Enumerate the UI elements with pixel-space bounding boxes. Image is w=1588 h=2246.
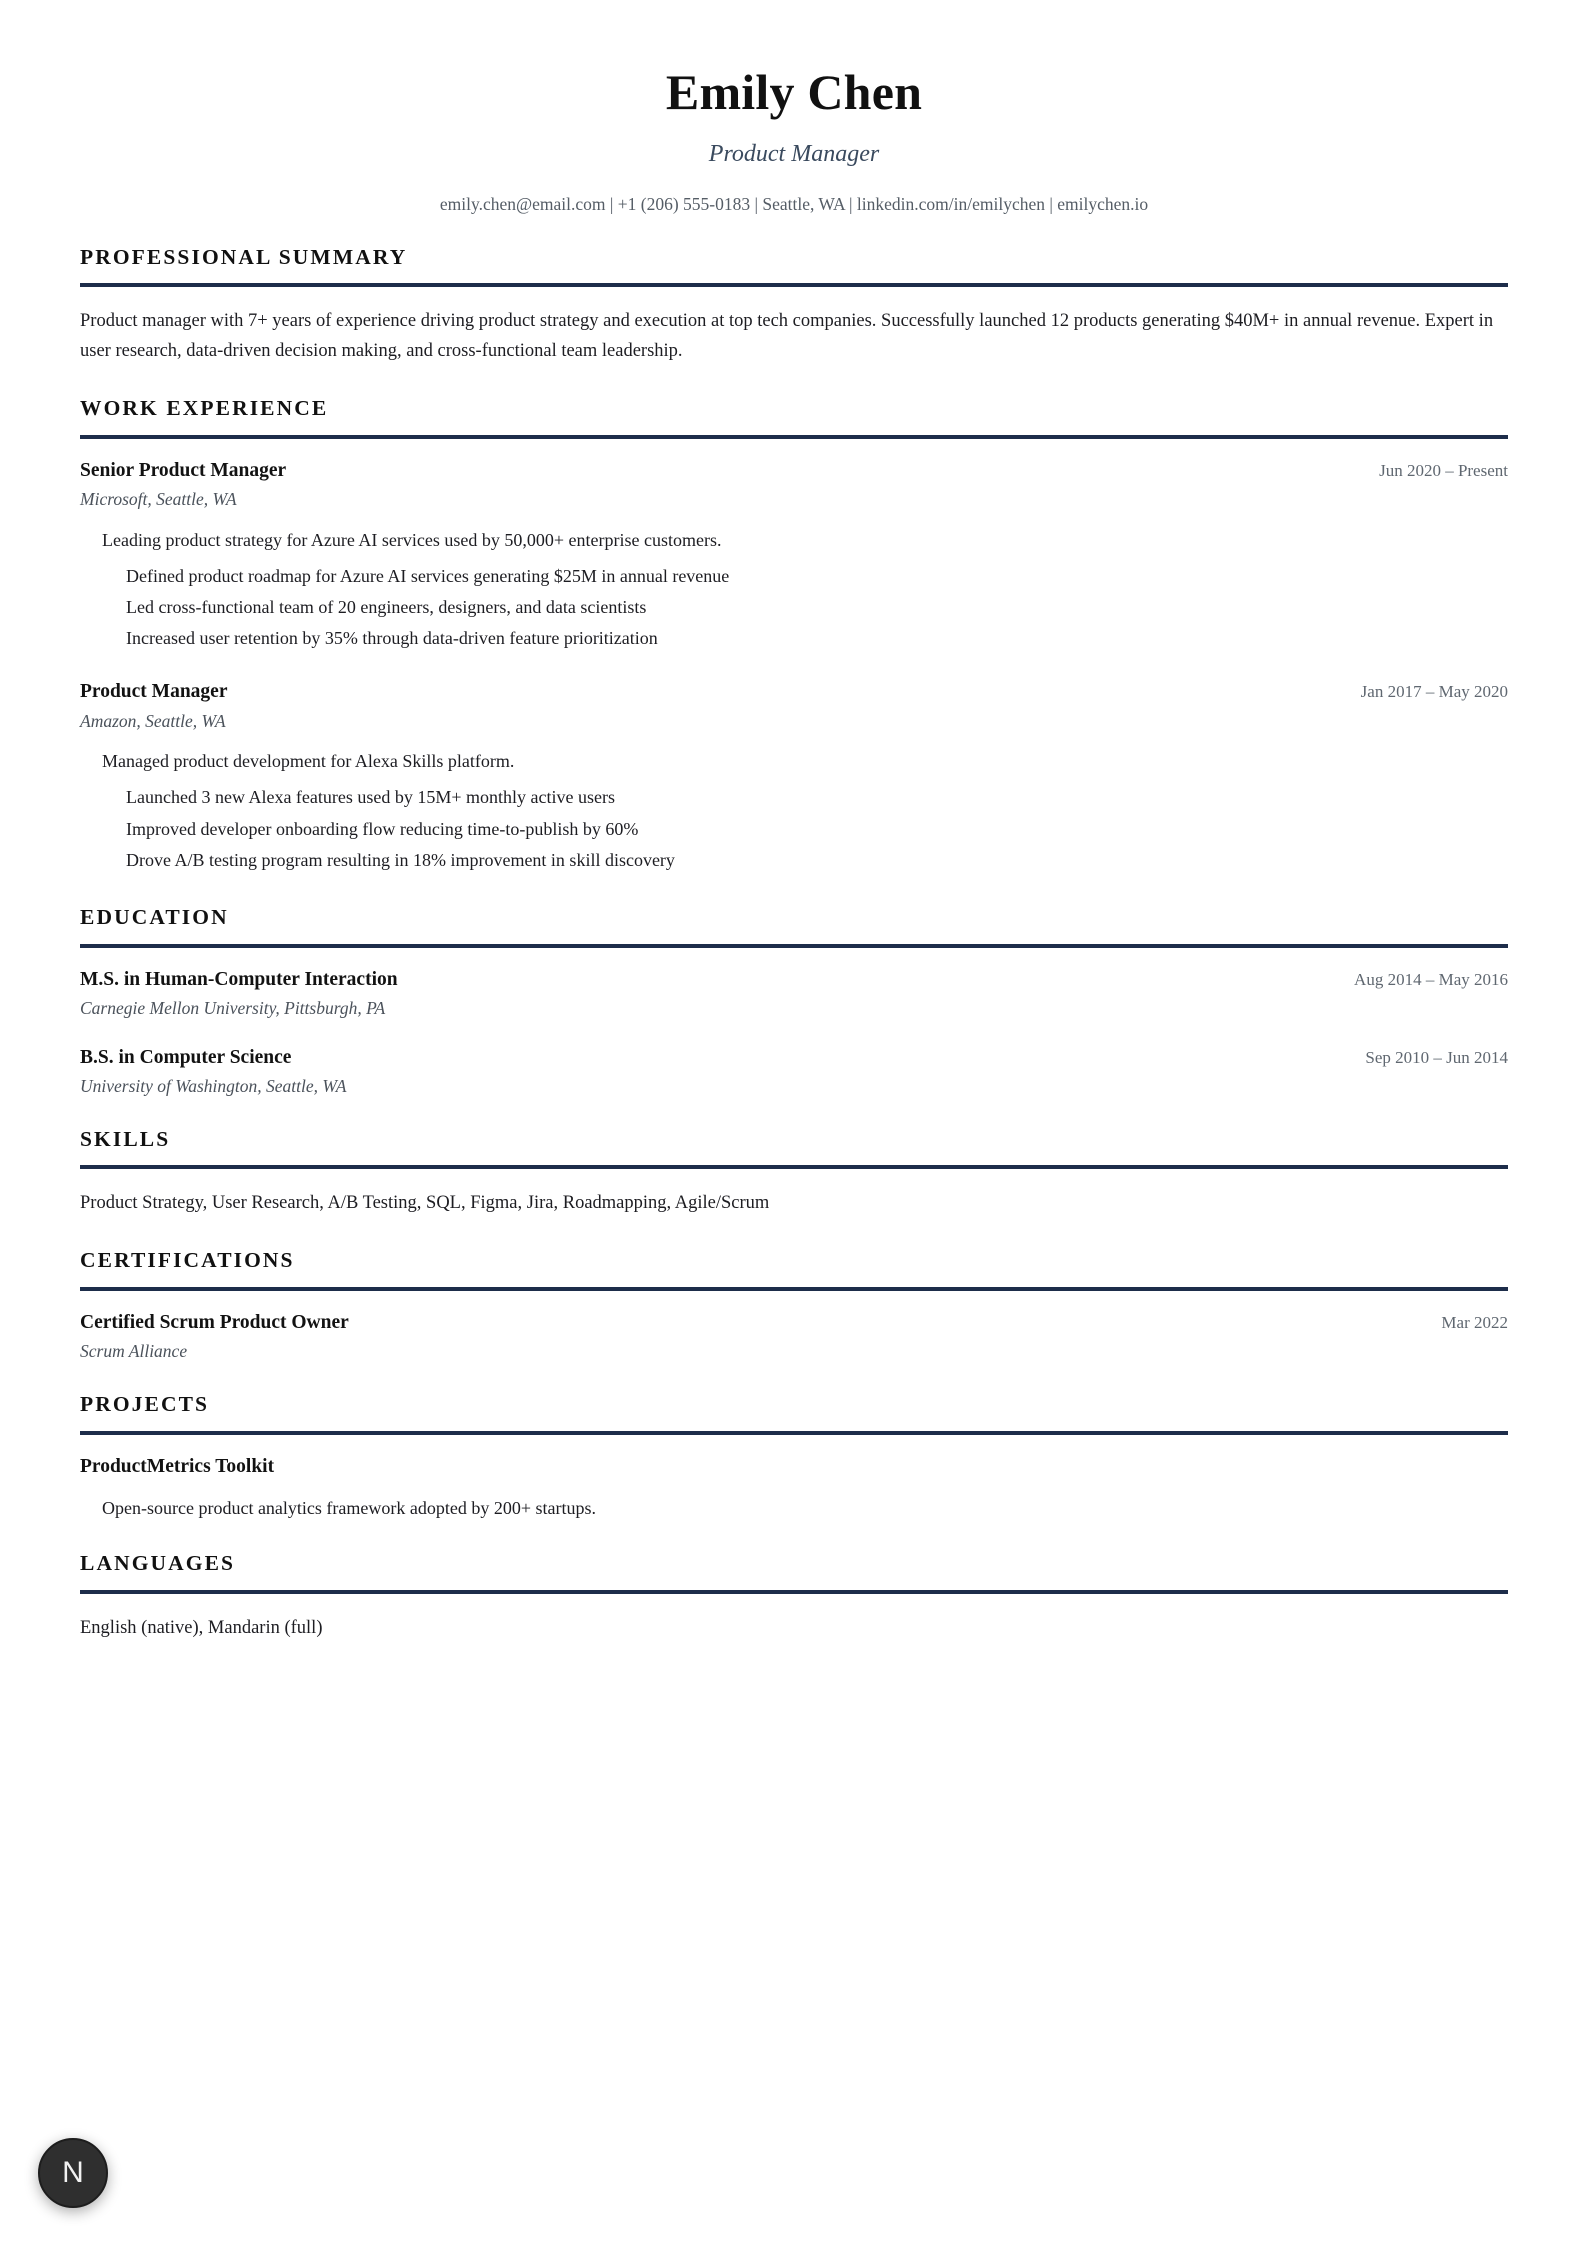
section-professional-summary — [80, 246, 1508, 368]
entry-header-line — [80, 459, 1508, 483]
section-certifications — [80, 1249, 1508, 1363]
section-heading: EDUCATION — [80, 904, 229, 929]
bullet-item: Launched 3 new Alexa features used by 15M+ monthly active users — [126, 787, 616, 808]
entry-header-line — [80, 1046, 1508, 1070]
nextjs-dev-indicator-button[interactable] — [38, 2138, 108, 2208]
bullet-item: Drove A/B testing program resulting in 18% improvement in skill discovery — [126, 849, 675, 870]
education-entry — [80, 1046, 1508, 1098]
summary-text: Product manager with 7+ years of experience driving product strategy and execution at top tech companies. Successfully launched 12 products generating $40M+ in annual revenue. Expert in user research, data-driven decision making, and cross-functional team leadership. — [80, 311, 1494, 362]
section-heading: PROJECTS — [80, 1392, 210, 1417]
languages-list: English (native), Mandarin (full) — [80, 1617, 323, 1638]
entry-header-line — [80, 1455, 1508, 1479]
candidate-contact-line: emily.chen@email.com | +1 (206) 555-0183 | Seattle, WA | linkedin.com/in/emilychen | emilychen.io — [439, 193, 1149, 214]
project-entry — [80, 1455, 1508, 1522]
entry-date: Sep 2010 – Jun 2014 — [1365, 1047, 1508, 1067]
entry-organization: Carnegie Mellon University, Pittsburgh, PA — [80, 997, 386, 1018]
section-divider — [80, 1590, 1508, 1594]
entry-date: Mar 2022 — [1441, 1313, 1508, 1332]
entry-title: Product Manager — [80, 681, 228, 703]
entry-description: Leading product strategy for Azure AI services used by 50,000+ enterprise customers. — [102, 529, 722, 550]
nextjs-logo-icon: N — [62, 2156, 84, 2189]
bullet-item: Defined product roadmap for Azure AI services generating $25M in annual revenue — [126, 565, 730, 586]
entry-date: Jan 2017 – May 2020 — [1360, 682, 1508, 702]
section-divider — [80, 1165, 1508, 1169]
entry-header-line — [80, 1311, 1508, 1335]
section-divider — [80, 435, 1508, 439]
section-heading: CERTIFICATIONS — [80, 1248, 295, 1273]
entry-header-line — [80, 968, 1508, 992]
bullet-item: Increased user retention by 35% through data-driven feature prioritization — [126, 628, 658, 649]
entry-title: B.S. in Computer Science — [80, 1046, 292, 1068]
candidate-name: Emily Chen — [665, 64, 923, 120]
entry-date: Aug 2014 – May 2016 — [1354, 969, 1508, 989]
section-languages — [80, 1552, 1508, 1644]
education-entry — [80, 968, 1508, 1020]
bullet-item: Led cross-functional team of 20 engineers, designers, and data scientists — [126, 597, 647, 618]
section-heading: PROFESSIONAL SUMMARY — [80, 244, 408, 269]
experience-entry — [80, 459, 1508, 655]
section-divider — [80, 1287, 1508, 1291]
entry-title: Certified Scrum Product Owner — [80, 1312, 349, 1333]
section-divider — [80, 944, 1508, 948]
certification-entry — [80, 1311, 1508, 1363]
experience-entry — [80, 680, 1508, 876]
entry-organization: University of Washington, Seattle, WA — [80, 1076, 347, 1096]
section-divider — [80, 1431, 1508, 1435]
entry-description: Open-source product analytics framework adopted by 200+ startups. — [102, 1498, 597, 1519]
entry-date: Jun 2020 – Present — [1379, 460, 1508, 480]
entry-header-line — [80, 680, 1508, 704]
entry-title: ProductMetrics Toolkit — [80, 1455, 275, 1477]
entry-bullet-list — [80, 561, 1508, 654]
entry-title: Senior Product Manager — [80, 459, 287, 481]
entry-bullet-list — [80, 782, 1508, 875]
section-work-experience — [80, 397, 1508, 876]
section-heading: SKILLS — [80, 1126, 171, 1151]
section-skills — [80, 1128, 1508, 1220]
entry-organization: Amazon, Seattle, WA — [80, 710, 226, 731]
section-education — [80, 906, 1508, 1098]
entry-organization: Microsoft, Seattle, WA — [80, 489, 237, 510]
bullet-item: Improved developer onboarding flow reducing time-to-publish by 60% — [126, 818, 639, 839]
entry-description: Managed product development for Alexa Skills platform. — [102, 751, 515, 772]
section-heading: WORK EXPERIENCE — [80, 396, 329, 421]
entry-title: M.S. in Human-Computer Interaction — [80, 968, 398, 990]
section-projects — [80, 1393, 1508, 1522]
resume-header — [80, 56, 1508, 216]
candidate-job-title: Product Manager — [708, 140, 880, 167]
section-divider — [80, 283, 1508, 287]
entry-organization: Scrum Alliance — [80, 1341, 188, 1362]
skills-list: Product Strategy, User Research, A/B Testing, SQL, Figma, Jira, Roadmapping, Agile/Scrum — [80, 1193, 770, 1214]
section-heading: LANGUAGES — [80, 1551, 236, 1576]
